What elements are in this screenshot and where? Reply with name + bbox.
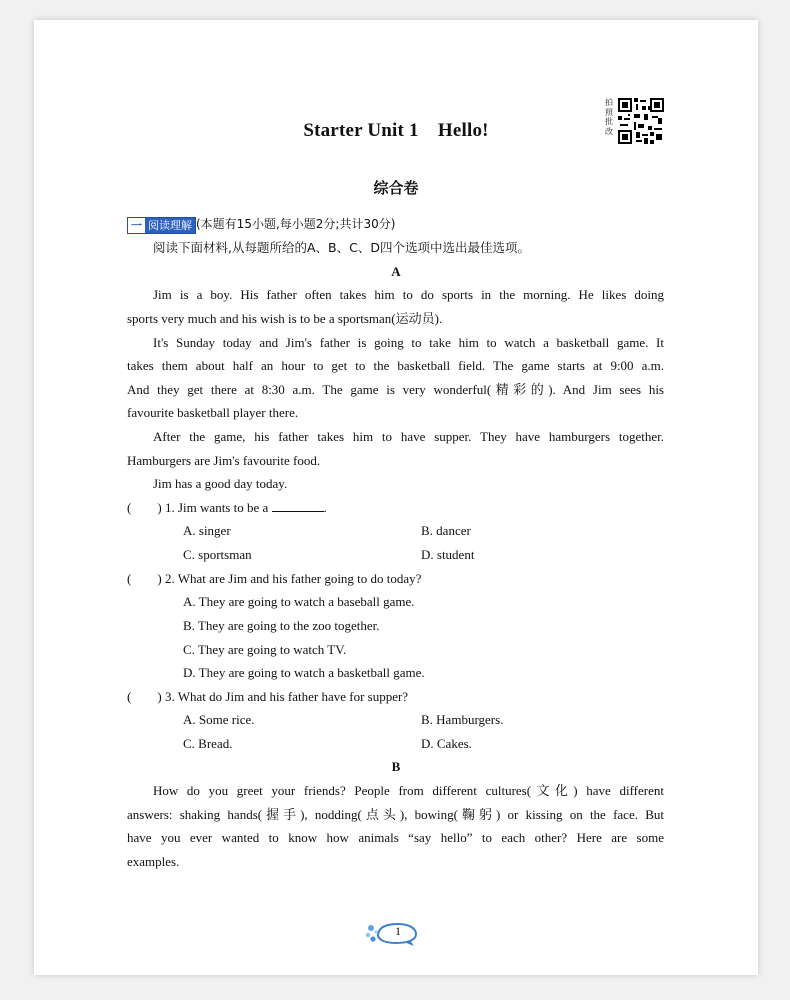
- passage-a-line: It's Sunday today and Jim's father is going to take him to watch a basketball game. It: [153, 335, 664, 350]
- passage-a-line: After the game, his father takes him to have supper. They have hamburgers together.: [153, 429, 664, 444]
- q1-option-c[interactable]: C. sportsman: [183, 547, 252, 562]
- q3-option-d[interactable]: D. Cakes.: [421, 736, 472, 751]
- section-note: (本题有15小题,每小题2分;共计30分): [196, 217, 396, 231]
- qr-label: 拍照批改: [605, 98, 613, 136]
- passage-a-line: And they get there at 8:30 a.m. The game is very wonderful(精彩的). And Jim sees his: [127, 382, 664, 397]
- passage-b-line: examples.: [127, 854, 180, 869]
- question-text: 1. Jim wants to be a: [165, 500, 269, 515]
- answer-blank[interactable]: [272, 499, 324, 512]
- section-label: 阅读理解: [145, 218, 195, 233]
- section-header: [127, 213, 664, 235]
- question-2: 2. What are Jim and his father going to do today?: [165, 571, 422, 586]
- section-instruction: 阅读下面材料,从每题所给的A、B、C、D四个选项中选出最佳选项。: [153, 240, 530, 255]
- section-subtitle: 综合卷: [373, 179, 419, 197]
- q2-option-b[interactable]: B. They are going to the zoo together.: [183, 618, 380, 633]
- question-tail: .: [323, 500, 327, 515]
- passage-a-line: takes them about half an hour to get to the basketball field. The game starts at 9:00 a.m.: [127, 358, 664, 373]
- q3-option-c[interactable]: C. Bread.: [183, 736, 233, 751]
- passage-a-line: Jim has a good day today.: [153, 476, 288, 491]
- worksheet-page: [34, 20, 758, 975]
- passage-a-heading: A: [391, 264, 401, 279]
- answer-bracket[interactable]: ( ): [127, 689, 162, 704]
- q3-option-b[interactable]: B. Hamburgers.: [421, 712, 504, 727]
- passage-b-line: How do you greet your friends? People from different cultures(文化) have different: [153, 783, 664, 798]
- passage-b-line: have you ever wanted to know how animals “say hello” to each other? Here are some: [127, 830, 664, 845]
- passage-b-line: answers: shaking hands(握手), nodding(点头), bowing(鞠躬) or kissing on the face. But: [127, 807, 664, 822]
- page-title: Starter Unit 1 Hello!: [303, 120, 489, 141]
- answer-bracket[interactable]: ( ): [127, 571, 162, 586]
- section-tag: [127, 217, 196, 234]
- passage-a-line: Hamburgers are Jim's favourite food.: [127, 453, 321, 468]
- passage-b-heading: B: [391, 759, 401, 774]
- answer-bracket[interactable]: ( ): [127, 500, 162, 515]
- q2-option-d[interactable]: D. They are going to watch a basketball game.: [183, 665, 425, 680]
- q2-option-a[interactable]: A. They are going to watch a baseball game.: [183, 594, 415, 609]
- passage-a-line: sports very much and his wish is to be a sportsman(运动员).: [127, 311, 443, 326]
- page-number: 1: [395, 924, 401, 938]
- question-3: 3. What do Jim and his father have for supper?: [165, 689, 409, 704]
- q2-option-c[interactable]: C. They are going to watch TV.: [183, 642, 347, 657]
- question-1: [165, 497, 327, 519]
- q1-option-d[interactable]: D. student: [421, 547, 475, 562]
- qr-code-icon: [618, 98, 664, 144]
- section-number: 一: [128, 218, 145, 233]
- q1-option-b[interactable]: B. dancer: [421, 523, 471, 538]
- passage-a-line: Jim is a boy. His father often takes him to do sports in the morning. He likes doing: [153, 287, 664, 302]
- passage-a-line: favourite basketball player there.: [127, 405, 299, 420]
- q3-option-a[interactable]: A. Some rice.: [183, 712, 255, 727]
- q1-option-a[interactable]: A. singer: [183, 523, 231, 538]
- page-number-badge: [364, 918, 424, 948]
- qr-code-block[interactable]: [605, 98, 665, 148]
